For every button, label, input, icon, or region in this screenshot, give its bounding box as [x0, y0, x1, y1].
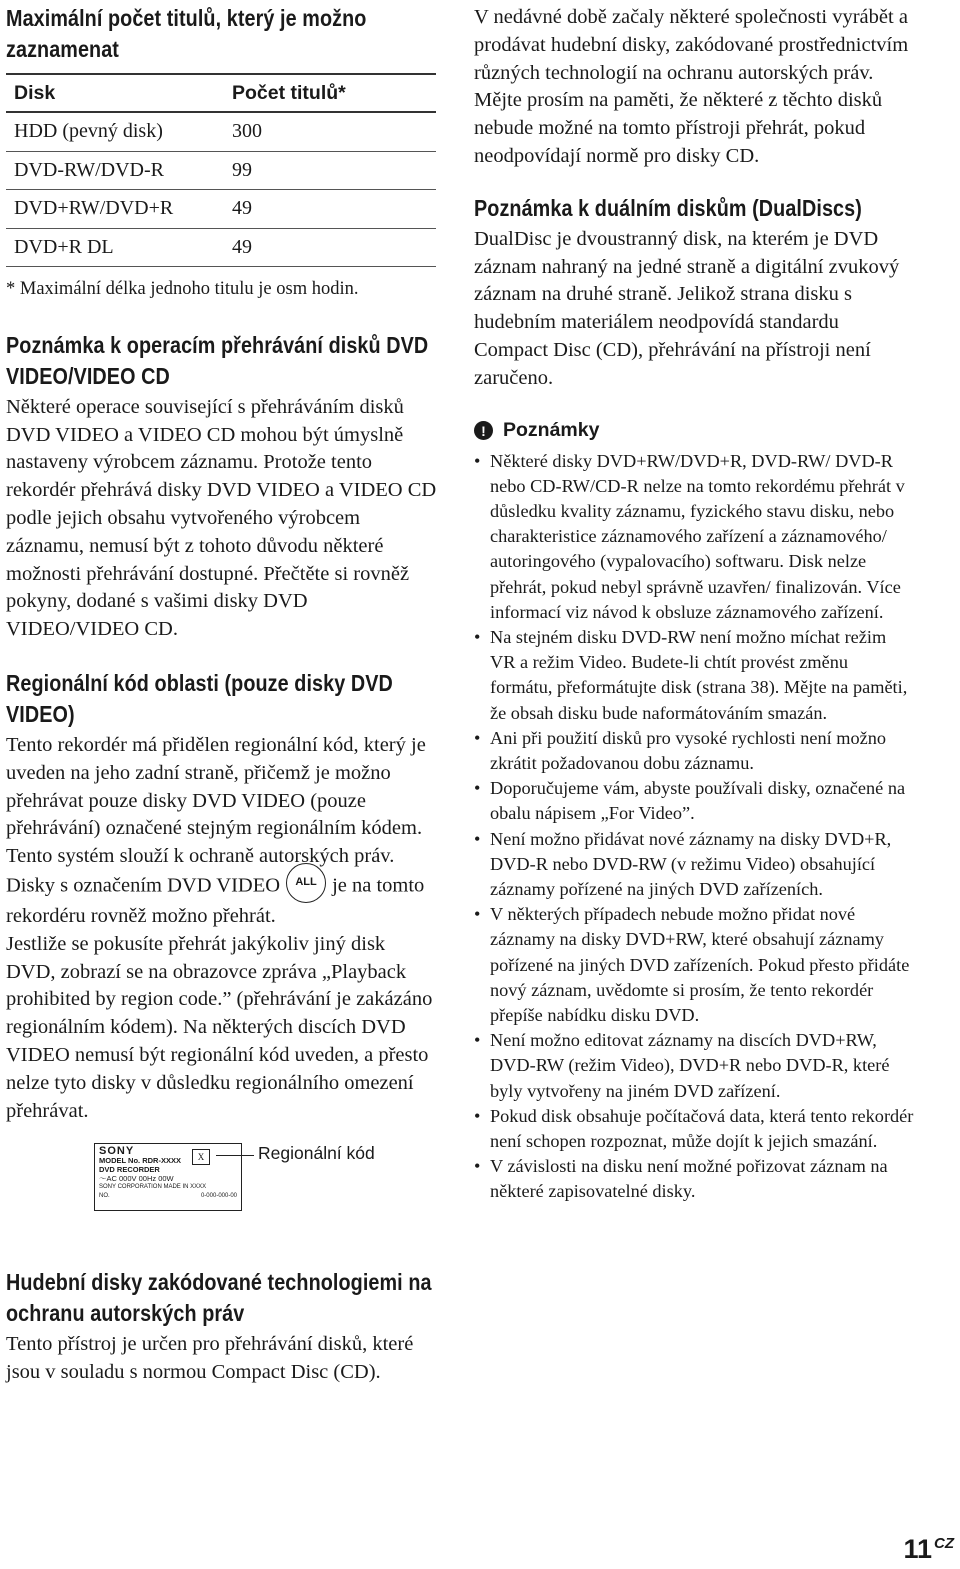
table-cell-count: 300	[232, 112, 436, 151]
notes-heading-label: Poznámky	[503, 419, 600, 442]
list-item: • Není možno editovat záznamy na discích DVD+RW, DVD-RW (režim Video), DVD+R nebo DVD-R, které byly vytvořeny na jiném DVD zařízení.	[474, 1028, 914, 1104]
list-item: • Není možno přidávat nové záznamy na disky DVD+R, DVD-R nebo DVD-RW (v režimu Video) obsahující záznamy pořízené na jiných DVD zařízeních.	[474, 827, 914, 903]
max-titles-heading: Maximální počet titulů, který je možno zaznamenat	[6, 5, 367, 62]
table-row	[6, 228, 436, 267]
label-region-code: X	[192, 1149, 210, 1165]
table-row	[6, 151, 436, 190]
label-no: NO.	[99, 1193, 110, 1200]
table-header-row	[6, 74, 436, 112]
table-header-count: Počet titulů*	[232, 74, 436, 112]
page-language-code: CZ	[934, 1535, 954, 1552]
titles-table	[6, 73, 436, 267]
label-corp: SONY CORPORATION MADE IN XXXX	[99, 1184, 207, 1191]
table-row	[6, 112, 436, 151]
label-type: DVD RECORDER	[99, 1165, 160, 1175]
region-text-1: Tento rekordér má přidělen regionální kód, který je uveden na jeho zadní straně, přičemž je možno přehrávat pouze disky DVD VIDEO (pouze přehrávání) označené stejným regionálním kódem. Tento systém slouží k ochraně autorských práv.	[6, 733, 426, 868]
label-number-row	[99, 1192, 237, 1201]
table-cell-disk: DVD+RW/DVD+R	[6, 190, 232, 229]
table-row	[6, 190, 436, 229]
region-heading: Regionální kód oblasti (pouze disky DVD VIDEO)	[6, 669, 393, 727]
list-item: • Doporučujeme vám, abyste používali disky, označené na obalu nápisem „For Video”.	[474, 776, 914, 826]
region-all-icon: ALL	[286, 863, 326, 903]
table-cell-disk: HDD (pevný disk)	[6, 112, 232, 151]
table-cell-count: 49	[232, 190, 436, 229]
right-column	[474, 0, 914, 1205]
table-cell-disk: DVD+R DL	[6, 228, 232, 267]
table-cell-count: 99	[232, 151, 436, 190]
list-item: • V některých případech nebude možno přidat nové záznamy na disky DVD+RW, které obsahují záznamy pořízené na jiných DVD zařízeních. Pokud přesto přidáte nový záznam, uvědomte si prosím, že tento rekordér přepíše nabídku disku DVD.	[474, 902, 914, 1028]
music-text: Tento přístroj je určen pro přehrávání disků, které jsou v souladu s normou Compact Disc (CD).	[6, 1333, 414, 1384]
music-heading: Hudební disky zakódované technologiemi na ochranu autorských práv	[6, 1269, 432, 1327]
label-brand-logo: SONY	[99, 1145, 135, 1158]
playback-text: Některé operace související s přehráváním disků DVD VIDEO a VIDEO CD mohou být úmyslně nastaveny výrobcem záznamu. Protože tento rekordér přehrává disky DVD VIDEO a VIDEO CD podle jejich obsahu vytvořeného výrobcem záznamu, nemusí být z tohoto důvodu některé možnosti přehrávání dostupné. Přečtěte si rovněž pokyny, dodané s vašimi disky DVD VIDEO/VIDEO CD.	[6, 395, 437, 641]
label-power: ～AC 000V 00Hz 00W	[99, 1174, 174, 1184]
list-item: • V závislosti na disku není možné pořizovat záznam na některé zapisovatelné disky.	[474, 1154, 914, 1204]
rear-panel-label	[94, 1143, 242, 1211]
list-item: • Pokud disk obsahuje počítačová data, která tento rekordér není schopen rozpoznat, může dojít k jejich smazání.	[474, 1104, 914, 1154]
label-serial: 0-000-000-00	[200, 1193, 237, 1200]
left-column	[6, 0, 438, 1387]
dualdisc-text: DualDisc je dvoustranný disk, na kterém je DVD záznam nahraný na jedné straně a digitální zvukový záznam na druhé straně. Jelikož strana disku s hudebním materiálem neodpovídá standardu Compact Disc (CD), přehrávání na přístroji není zaručeno.	[474, 227, 900, 389]
region-text-2b: je na tomto rekordéru rovněž možno přehrát.	[6, 874, 425, 927]
table-footnote: * Maximální délka jednoho titulu je osm hodin.	[6, 279, 359, 299]
page-number-value: 11	[903, 1534, 932, 1564]
list-item: • Na stejném disku DVD-RW není možno míchat režim VR a režim Video. Budete-li chtít provést změnu formátu, přeformátujte disk (strana 38). Mějte na paměti, že obsah disku bude naformátováním smazán.	[474, 625, 914, 726]
list-item: • Ani při použití disků pro vysoké rychlosti není možno zkrátit požadovanou dobu záznamu.	[474, 726, 914, 776]
region-label-illustration	[6, 1143, 438, 1253]
notes-heading	[474, 417, 914, 445]
region-text-2a: Disky s označením DVD VIDEO	[6, 874, 281, 897]
page-number	[903, 1534, 954, 1565]
notes-list	[474, 449, 914, 1205]
region-text-2	[6, 871, 438, 931]
list-item: • Některé disky DVD+RW/DVD+R, DVD-RW/ DVD-R nebo CD-RW/CD-R nelze na tomto rekordému přehrát v důsledku kvality záznamu, fyzického stavu disku, nebo charakteristice záznamového zařízení a záznamového/ autoringového (vypalovacího) softwaru. Disk nelze přehrát, pokud nebyl správně uzavřen/ finalizován. Více informací viz návod k obsluze záznamového zařízení.	[474, 449, 914, 625]
label-leader-line	[216, 1155, 254, 1156]
table-cell-count: 49	[232, 228, 436, 267]
label-caption: Regionální kód	[258, 1143, 375, 1164]
table-header-disk: Disk	[6, 74, 232, 112]
music-text-continued: V nedávné době začaly některé společnosti vyrábět a prodávat hudební disky, zakódované prostřednictvím různých technologií na ochranu autorských práv. Mějte prosím na paměti, že některé z těchto disků nebude možné na tomto přístroji přehrát, pokud neodpovídají normě pro disky CD.	[474, 6, 909, 167]
table-cell-disk: DVD-RW/DVD-R	[6, 151, 232, 190]
note-warning-icon: !	[474, 421, 493, 440]
playback-heading: Poznámka k operacím přehrávání disků DVD VIDEO/VIDEO CD	[6, 331, 429, 389]
region-text-3: Jestliže se pokusíte přehrát jakýkoliv jiný disk DVD, zobrazí se na obrazovce zpráva „Playback prohibited by region code.” (přehrávání je zakázáno regionálním kódem). Na některých discích DVD VIDEO nemusí být regionální kód uveden, a přesto nelze tyto disky v důsledku regionálního omezení přehrávat.	[6, 932, 433, 1122]
dualdisc-heading: Poznámka k duálním diskům (DualDiscs)	[474, 194, 862, 221]
label-model: MODEL No. RDR-XXXX	[99, 1156, 181, 1166]
